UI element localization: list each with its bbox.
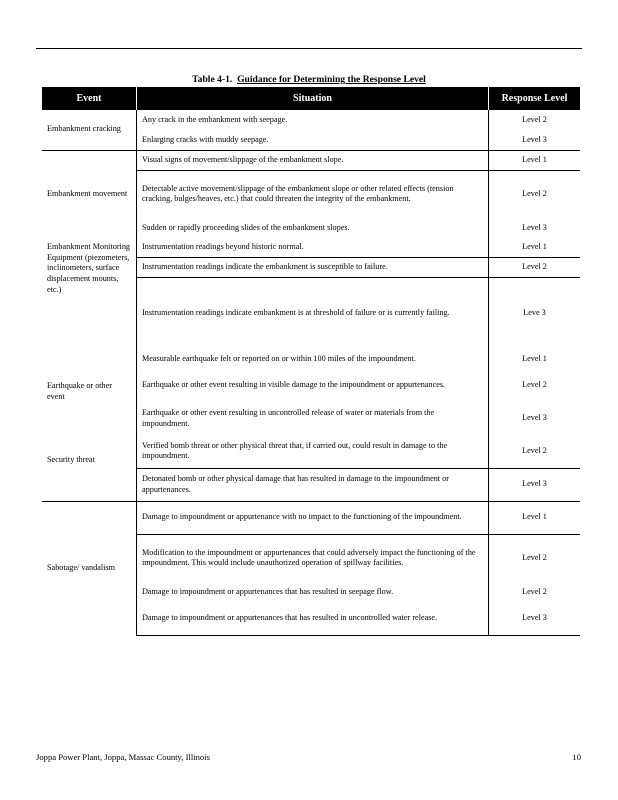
table-row — [42, 238, 580, 257]
table-row — [42, 501, 580, 534]
situation-cell: Damage to impoundment or appurtenances that has resulted in seepage flow. — [137, 582, 489, 602]
level-cell: Level 3 — [489, 468, 581, 501]
level-cell: Level 1 — [489, 150, 581, 170]
event-embankment-movement: Embankment movement — [42, 150, 137, 238]
situation-cell: Measurable earthquake felt or reported on or within 100 miles of the impoundment. — [137, 349, 489, 369]
header-event: Event — [42, 87, 137, 110]
level-cell: Level 2 — [522, 115, 547, 125]
situation-cell: Instrumentation readings indicate the embankment is susceptible to failure. — [137, 257, 489, 277]
situation-cell: Modification to the impoundment or appurtenances that could adversely impact the functioning of the impoundment. This would include unauthorized operation of spillway facilities. — [137, 534, 489, 582]
situation-cell: Damage to impoundment or appurtenance with no impact to the functioning of the impoundment. — [137, 501, 489, 534]
level-cell: Level 1 — [522, 241, 547, 251]
header-response-level: Response Level — [489, 87, 581, 110]
level-cell: Level 2 — [489, 534, 581, 582]
event-monitoring-equipment: Embankment Monitoring Equipment (piezometers, inclinometers, surface displacement mounts, etc.) — [47, 242, 131, 294]
header-rule — [36, 48, 582, 49]
level-cell: Level 2 — [489, 257, 581, 277]
situation-cell: Detectable active movement/slippage of the embankment slope or other related effects (tension cracking, bulges/heaves, etc.) that could threaten the integrity of the embankment. — [137, 170, 489, 218]
level-cell: Level 2 — [522, 380, 547, 390]
level-cell: Level 3 — [489, 602, 581, 635]
situation-cell: Instrumentation readings beyond historic normal. — [137, 238, 489, 257]
caption-prefix: Table 4-1. — [192, 74, 233, 85]
level-cell: Level 3 — [522, 222, 547, 232]
situation-cell: Earthquake or other event resulting in visible damage to the impoundment or appurtenances. — [137, 369, 489, 402]
table-row — [42, 110, 580, 131]
level-cell: Level 3 — [522, 134, 547, 144]
caption-title: Guidance for Determining the Response Level — [237, 74, 426, 85]
situation-cell: Sudden or rapidly proceeding slides of the embankment slopes. — [137, 218, 489, 238]
level-cell: Level 1 — [522, 353, 547, 363]
table-caption — [0, 74, 618, 85]
event-sabotage-vandalism: Sabotage/ vandalism — [42, 501, 137, 635]
header-situation: Situation — [137, 87, 489, 110]
level-cell: Level 2 — [522, 586, 547, 596]
response-level-table — [42, 87, 580, 636]
level-cell: Level 1 — [489, 501, 581, 534]
level-cell: Leve 3 — [489, 277, 581, 349]
table-header-row — [42, 87, 580, 110]
event-embankment-cracking: Embankment cracking — [47, 124, 121, 134]
situation-cell: Visual signs of movement/slippage of the embankment slope. — [137, 150, 489, 170]
situation-cell: Verified bomb threat or other physical threat that, if carried out, could result in damage to the impoundment. — [137, 435, 489, 468]
level-cell: Level 3 — [522, 413, 547, 423]
situation-cell: Instrumentation readings indicate embankment is at threshold of failure or is currently failing. — [137, 277, 489, 349]
situation-cell: Damage to impoundment or appurtenances that has resulted in uncontrolled water release. — [137, 602, 489, 635]
footer-location: Joppa Power Plant, Joppa, Massac County, Illinois — [36, 752, 210, 762]
event-earthquake: Earthquake or other event — [47, 381, 113, 401]
situation-cell: Enlarging cracks with muddy seepage. — [137, 131, 489, 150]
table-row — [42, 349, 580, 369]
level-cell: Level 2 — [522, 445, 547, 455]
situation-cell: Detonated bomb or other physical damage that has resulted in damage to the impoundment or appurtenances. — [137, 468, 489, 501]
table-row — [42, 435, 580, 468]
page-number: 10 — [572, 752, 581, 762]
table-row — [42, 150, 580, 170]
level-cell: Level 2 — [489, 170, 581, 218]
situation-cell: Any crack in the embankment with seepage. — [137, 110, 489, 131]
event-security-threat: Security threat — [47, 455, 95, 464]
situation-cell: Earthquake or other event resulting in uncontrolled release of water or materials from the impoundment. — [137, 402, 489, 435]
